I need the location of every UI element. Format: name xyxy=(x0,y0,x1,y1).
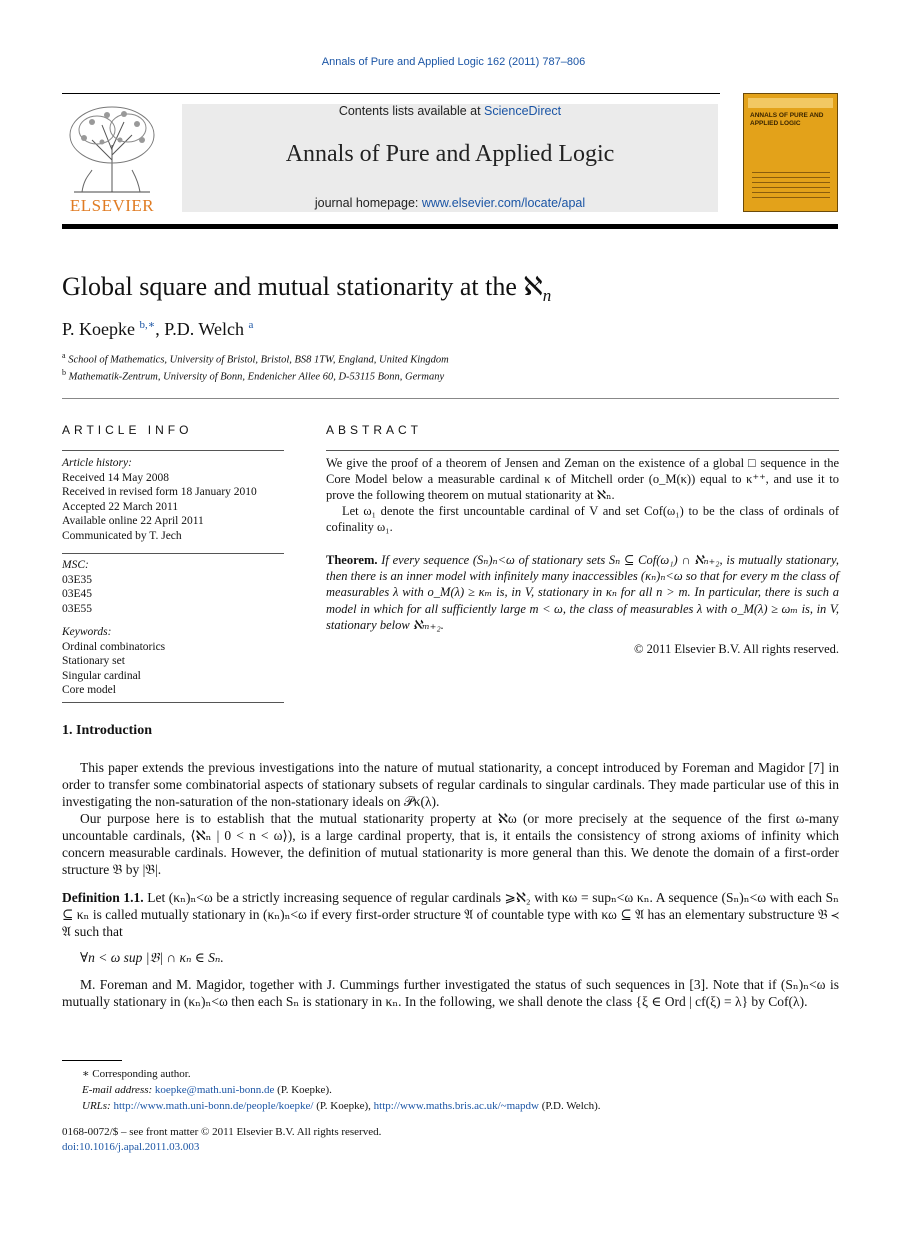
footnotes xyxy=(62,1066,839,1114)
history-item: Received in revised form 18 January 2010 xyxy=(62,486,257,498)
intro-body xyxy=(62,759,839,878)
sciencedirect-link[interactable]: ScienceDirect xyxy=(484,104,562,118)
intro-paragraph: M. Foreman and M. Magidor, together with J. Cummings further investigated the status of such sequences in [3]. Note that if (Sₙ)ₙ<ω is mutually stationary in (κₙ)ₙ<ω then each Sₙ is stationary in κₙ. In the following, we shall denote the class {ξ ∈ Ord | cf(ξ) = λ} by Cof(λ). xyxy=(62,977,839,1009)
keyword: Ordinal combinatorics xyxy=(62,640,166,653)
url-link[interactable]: http://www.math.uni-bonn.de/people/koepke/ xyxy=(113,1100,314,1112)
elsevier-wordmark: ELSEVIER xyxy=(69,196,155,215)
email-label: E-mail address: xyxy=(82,1084,155,1096)
urls-label: URLs: xyxy=(82,1100,114,1112)
affiliation-mark: a xyxy=(62,351,66,360)
intro-body-continued xyxy=(62,976,839,1010)
definition-text: Let (κₙ)ₙ<ω be a strictly increasing sequence of regular cardinals ⩾ℵ₂ with κω = supₙ<ω κₙ. A sequence (Sₙ)ₙ<ω with each Sₙ ⊆ κₙ is called mutually stationary in (κₙ)ₙ<ω if every first-order structure 𝔄 of countable type with κω ⊆ 𝔄 has an elementary substructure 𝔅 ≺ 𝔄 such that xyxy=(62,890,839,939)
theorem-text: If every sequence (Sₙ)ₙ<ω of stationary sets Sₙ ⊆ Cof(ω₁) ∩ ℵₙ₊₂, is mutually stationary, then there is an inner model with infinitely many inaccessibles (κₙ)ₙ<ω so that for every m the class of measurables λ with o_M(λ) ≥ κₘ is, in V, stationary in κₙ for all n > m. In particular, there is such a model in which for all sufficiently large m < ω, the class of measurables λ with o_M(λ) ≥ ωₘ is, in V, stationary below ℵₘ₊₂. xyxy=(326,553,840,632)
author-name: P.D. Welch xyxy=(164,319,244,339)
history-item: Received 14 May 2008 xyxy=(62,471,169,484)
msc-code: 03E45 xyxy=(62,588,93,600)
article-info-bottom-rule xyxy=(62,702,284,703)
keywords-block xyxy=(62,625,282,698)
cover-title: ANNALS OF PURE AND APPLIED LOGIC xyxy=(750,112,824,127)
homepage-prefix: journal homepage: xyxy=(314,196,422,210)
article-title-subscript: n xyxy=(542,286,552,306)
article-info-heading: ARTICLE INFO xyxy=(62,423,193,437)
contents-prefix: Contents lists available at xyxy=(338,104,485,118)
journal-citation[interactable]: Annals of Pure and Applied Logic 162 (2011) 787–806 xyxy=(321,56,586,68)
history-item: Accepted 22 March 2011 xyxy=(62,500,179,513)
keyword: Core model xyxy=(62,684,116,696)
doi-link[interactable]: doi:10.1016/j.apal.2011.03.003 xyxy=(62,1141,200,1153)
author-name: P. Koepke xyxy=(62,319,135,339)
history-item: Communicated by T. Jech xyxy=(62,529,182,542)
abstract-body xyxy=(326,455,839,535)
msc-code: 03E35 xyxy=(62,573,93,586)
url-owner: (P.D. Welch). xyxy=(539,1100,601,1112)
corresponding-author-note: Corresponding author. xyxy=(92,1068,191,1080)
abstract-heading: ABSTRACT xyxy=(326,423,423,437)
history-label: Article history: xyxy=(62,457,132,469)
affiliation-b xyxy=(62,368,444,383)
abstract-copyright: © 2011 Elsevier B.V. All rights reserved. xyxy=(634,642,839,656)
article-title xyxy=(62,272,551,306)
display-formula: ∀n < ω sup |𝔅| ∩ κₙ ∈ Sₙ. xyxy=(80,950,224,965)
author-affiliation-mark[interactable]: b,∗ xyxy=(139,319,156,331)
abstract-rule xyxy=(326,450,839,451)
abstract-theorem xyxy=(326,552,839,633)
contents-line xyxy=(182,104,718,118)
url-owner: (P. Koepke), xyxy=(313,1100,374,1112)
header-top-rule xyxy=(62,93,720,94)
title-divider xyxy=(62,398,839,399)
theorem-label: Theorem. xyxy=(326,553,378,567)
definition-1-1 xyxy=(62,889,839,940)
cover-decoration xyxy=(752,172,830,202)
url-link[interactable]: http://www.maths.bris.ac.uk/~mapdw xyxy=(373,1100,539,1112)
msc-label: MSC: xyxy=(62,559,89,571)
author-affiliation-mark[interactable]: a xyxy=(248,319,254,331)
affiliation-a xyxy=(62,351,449,366)
cover-banner xyxy=(748,98,833,108)
abstract-paragraph: Let ω₁ denote the first uncountable cardinal of V and set Cof(ω₁) to be the class of ordinals of cofinality ω₁. xyxy=(326,504,839,534)
abstract-paragraph: We give the proof of a theorem of Jensen and Zeman on the existence of a global □ sequence in the Core Model below a measurable cardinal κ of Mitchell order (o_M(κ)) equal to κ⁺⁺, and use it to prove the following theorem on mutual stationarity at ℵₙ. xyxy=(326,456,839,502)
keyword: Singular cardinal xyxy=(62,669,141,682)
affiliation-mark: b xyxy=(62,368,66,377)
history-item: Available online 22 April 2011 xyxy=(62,515,204,527)
affiliation-text: School of Mathematics, University of Bristol, Bristol, BS8 1TW, England, United Kingdom xyxy=(68,354,449,366)
issn-line: 0168-0072/$ – see front matter © 2011 Elsevier B.V. All rights reserved. xyxy=(62,1126,382,1138)
article-title-text: Global square and mutual stationarity at the ℵ xyxy=(62,272,543,301)
section-heading-introduction: 1. Introduction xyxy=(62,723,152,738)
imprint xyxy=(62,1125,381,1155)
journal-cover-thumbnail xyxy=(743,93,838,212)
footnote-rule xyxy=(62,1060,122,1061)
footnote-mark: ∗ xyxy=(82,1068,90,1080)
intro-paragraph: This paper extends the previous investigations into the nature of mutual stationarity, a concept introduced by Foreman and Magidor [7] in order to transfer some combinatorial aspects of stationary subsets of regular cardinals to singular cardinals. They made particular use of this in investigating the non-saturation of the non-stationary ideals on 𝒫κ(λ). xyxy=(62,760,839,809)
article-history xyxy=(62,456,282,543)
msc-rule xyxy=(62,553,284,554)
email-link[interactable]: koepke@math.uni-bonn.de xyxy=(154,1084,275,1096)
journal-homepage-line xyxy=(182,196,718,210)
email-owner: (P. Koepke). xyxy=(274,1084,332,1096)
homepage-link[interactable]: www.elsevier.com/locate/apal xyxy=(421,196,586,210)
journal-name: Annals of Pure and Applied Logic xyxy=(285,141,615,167)
msc-code: 03E55 xyxy=(62,602,93,615)
affiliation-text: Mathematik-Zentrum, University of Bonn, Endenicher Allee 60, D-53115 Bonn, Germany xyxy=(68,371,445,383)
header-thick-rule xyxy=(62,224,838,229)
author-list: P. Koepke $^{b,∗}$, P.D. Welch $^a$ xyxy=(62,319,254,339)
article-info-rule xyxy=(62,450,284,451)
msc-block xyxy=(62,558,282,616)
keywords-label: Keywords: xyxy=(62,626,112,638)
keyword: Stationary set xyxy=(62,655,125,667)
intro-paragraph: Our purpose here is to establish that the mutual stationarity property at ℵω (or more precisely at the sequence of the first ω-many uncountable cardinals, ⟨ℵₙ | 0 < n < ω⟩), is a large cardinal property, that is, it entails the consistency of strong axioms of infinity which concern measurable cardinals. However, the definition of mutual stationarity is more general than this. We denote the domain of a first-order structure 𝔅 by |𝔅|. xyxy=(62,811,839,877)
definition-label: Definition 1.1. xyxy=(62,890,144,905)
